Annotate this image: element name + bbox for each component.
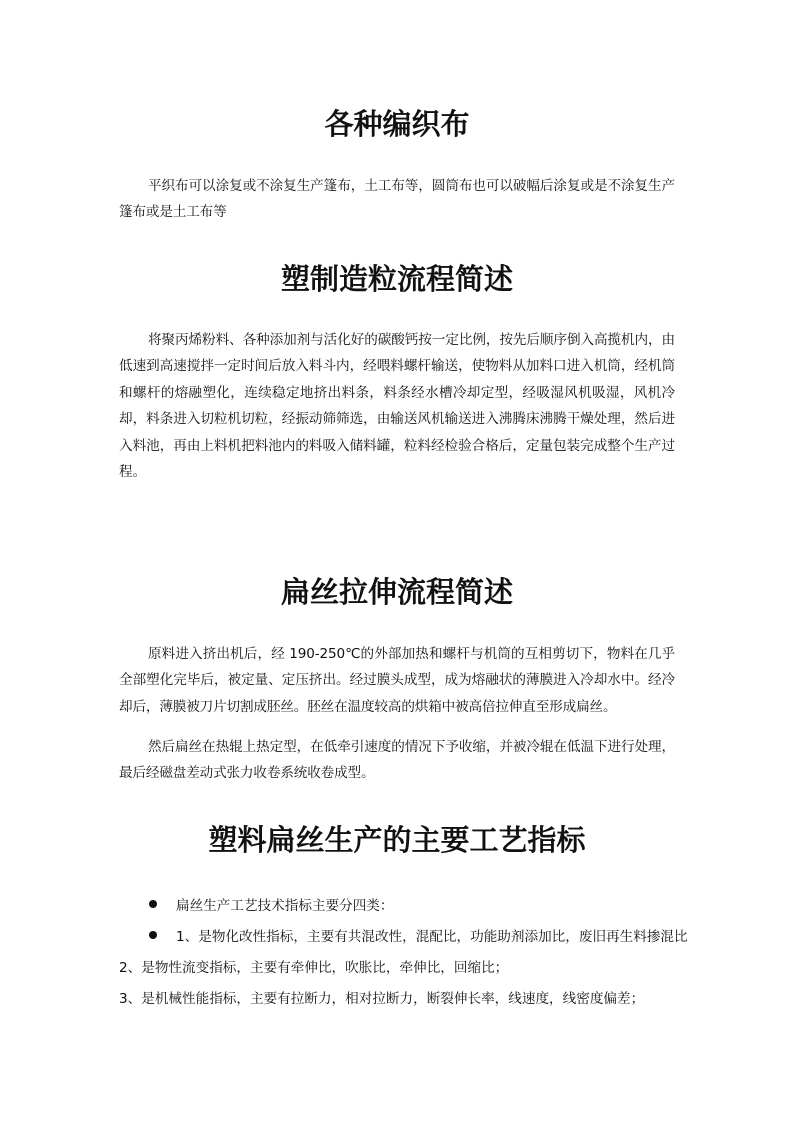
paragraph-woven-fabrics: 平织布可以涂复或不涂复生产篷布，土工布等，圆筒布也可以破幅后涂复或是不涂复生产篷布或是土工布等 <box>119 178 675 221</box>
indicator-line: 3、是机械性能指标，主要有拉断力，相对拉断力，断裂伸长率，线速度，线密度偏差； <box>119 991 645 1007</box>
section-title-pelletizing: 塑制造粒流程简述 <box>280 262 513 296</box>
bullet-item <box>119 924 688 950</box>
bullet-item <box>119 893 679 919</box>
section-title-process-indicators: 塑料扁丝生产的主要工艺指标 <box>208 823 586 857</box>
bullet-icon <box>149 931 157 939</box>
paragraph-flat-yarn-drawing-2: 然后扁丝在热辊上热定型，在低牵引速度的情况下予收缩，并被冷辊在低温下进行处理，最后经磁盘差动式张力收卷系统收卷成型。 <box>119 739 675 782</box>
section-title-flat-yarn-drawing: 扁丝拉伸流程简述 <box>280 575 513 609</box>
section-title-woven-fabrics: 各种编织布 <box>324 107 470 141</box>
bullet-text: 1、是物化改性指标，主要有共混改性，混配比，功能助剂添加比，废旧再生料掺混比 <box>176 929 688 945</box>
bullet-text: 扁丝生产工艺技术指标主要分四类： <box>176 898 394 914</box>
indicator-line: 2、是物性流变指标，主要有牵伸比，吹胀比，牵伸比，回缩比； <box>119 960 509 976</box>
paragraph-flat-yarn-drawing-1: 原料进入挤出机后，经 190-250℃的外部加热和螺杆与机筒的互相剪切下，物料在几乎全部塑化完毕后，被定量、定压挤出。经过膜头成型，成为熔融状的薄膜进入冷却水中。经冷却后，薄膜被刀片切割成胚丝。胚丝在温度较高的烘箱中被高倍拉伸直至形成扁丝。 <box>119 646 675 715</box>
paragraph-pelletizing: 将聚丙烯粉料、各种添加剂与活化好的碳酸钙按一定比例，按先后顺序倒入高揽机内，由低速到高速搅拌一定时间后放入料斗内，经喂料螺杆输送，使物料从加料口进入机筒，经机筒和螺杆的熔融塑化，连续稳定地挤出料条，料条经水槽冷却定型，经吸湿风机吸湿，风机冷却，料条进入切粒机切粒，经振动筛筛选，由输送风机输送进入沸腾床沸腾干燥处理，然后进入料池，再由上料机把料池内的料吸入储料罐，粒料经检验合格后，定量包装完成整个生产过程。 <box>119 332 675 481</box>
bullet-icon <box>149 900 157 908</box>
